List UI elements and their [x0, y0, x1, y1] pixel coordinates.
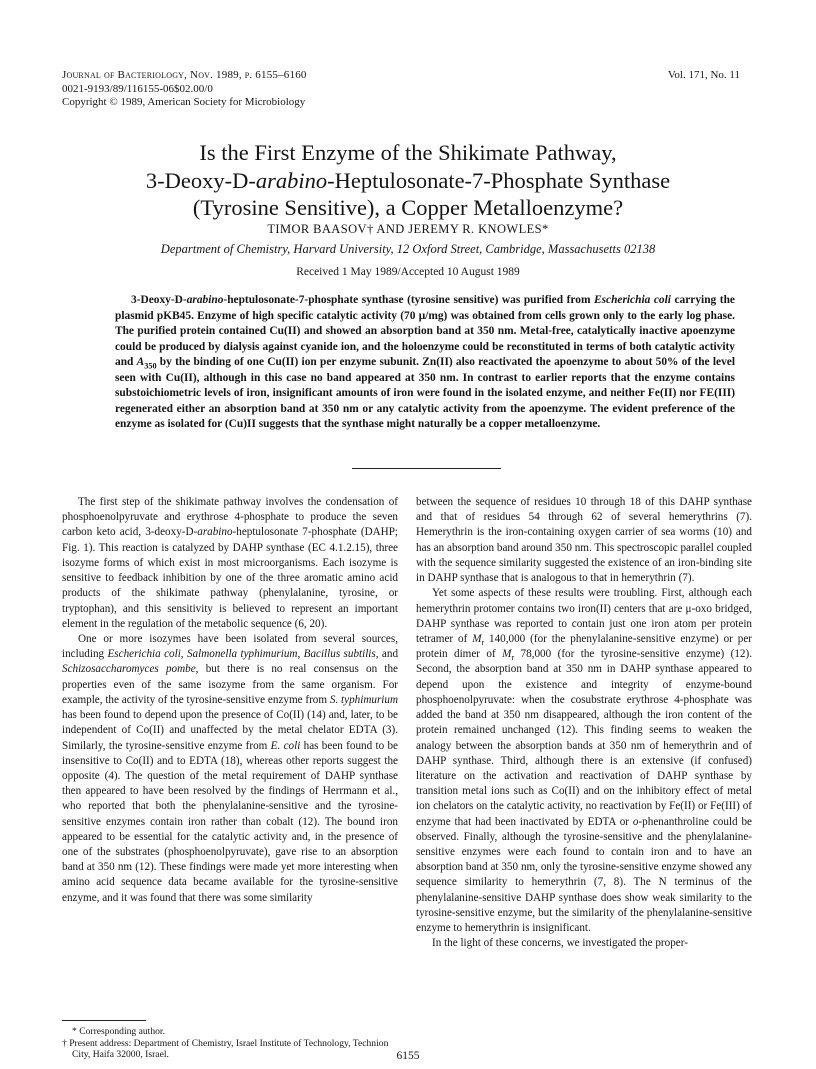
paragraph: between the sequence of residues 10 through 18 of this DAHP synthase and that of residues 54 through 62 of several hemerythrins (7). Hemerythrin is the iron-containing oxygen carrier of sea worms (10) and has an absorption band around 350 nm. This spectroscopic parallel coupled with the sequence similarity suggested the existence of an iron-binding site in DAHP synthase that is analogous to that in hemerythrin (7). [416, 496, 752, 585]
journal-header [62, 69, 307, 110]
body-column-right [416, 495, 752, 952]
article-title [60, 139, 756, 222]
author-list: TIMOR BAASOV† AND JEREMY R. KNOWLES* [267, 222, 549, 236]
received-date: Received 1 May 1989/Accepted 10 August 1989 [296, 266, 520, 278]
article-code: 0021-9193/89/116155-06$02.00/0 [62, 82, 213, 95]
body-column-left [62, 495, 398, 906]
section-divider [352, 468, 501, 469]
title-line-3: (Tyrosine Sensitive), a Copper Metalloenzyme? [192, 195, 624, 220]
affiliation: Department of Chemistry, Harvard University, 12 Oxford Street, Cambridge, Massachusetts 02138 [160, 242, 656, 256]
footnote-divider [62, 1020, 146, 1021]
footnote-present-address: † Present address: Department of Chemistry, Israel Institute of Technology, Technion City, Haifa 32000, Israel. [62, 1037, 389, 1060]
abstract: 3-Deoxy-D-arabino-heptulosonate-7-phosphate synthase (tyrosine sensitive) was purified from Escherichia coli carrying the plasmid pKB45. Enzyme of high specific catalytic activity (70 μ/mg) was obtained from cells grown only to the early log phase. The purified protein contained Cu(II) and showed an absorption band at 350 nm. Metal-free, catalytically inactive apoenzyme could be produced by dialysis against cyanide ion, and the holoenzyme could be reconstituted in terms of both catalytic activity and $A_{350}$ by the binding of one Cu(II) ion per enzyme subunit. Zn(II) also reactivated the apoenzyme to about 50% of the level seen with Cu(II), although in this case no band appeared at 350 nm. In contrast to earlier reports that the enzyme contains substoichiometric levels of iron, insignificant amounts of iron were found in the isolated enzyme, and neither Fe(II) nor FE(III) regenerated either an absorption band at 350 nm or any catalytic activity from the apoenzyme. The evident preference of the enzyme as isolated for (Cu)II suggests that the synthase might naturally be a copper metalloenzyme. [115, 294, 735, 430]
paragraph: In the light of these concerns, we investigated the proper- [432, 937, 688, 950]
volume-number: Vol. 171, No. 11 [667, 69, 740, 81]
paragraph: Yet some aspects of these results were troubling. First, although each hemerythrin protomer contains two iron(II) centers that are μ-oxo bridged, DAHP synthase was reported to contain just one iron atom per protein tetramer of $M_r$ 140,000 (for the phenylalanine-sensitive enzyme) or per protein dimer of $M_r$ 78,000 (for the tyrosine-sensitive enzyme) (12). Second, the absorption band at 350 nm in DAHP synthase appeared to depend upon the existence and integrity of enzyme-bound phosphoenolpyruvate: when the cosubstrate erythrose 4-phosphate was added the band at 350 nm disappeared, although the iron content of the protein remained unchanged (12). This finding seems to weaken the analogy between the absorption bands at 350 nm of hemerythrin and of DAHP synthase. Third, although there is an extensive (if confused) literature on the activation and reactivation of DAHP synthase by transition metal ions such as Co(II) and on the inhibitory effect of metal ion chelators on the catalytic activity, no reactivation by Fe(II) or Fe(III) of enzyme that had been inactivated by EDTA or o-phenanthroline could be observed. Finally, although the tyrosine-sensitive and the phenylalanine-sensitive enzymes were each found to contain iron and to have an absorption band at 350 nm, only the tyrosine-sensitive enzyme showed any sequence similarity to hemerythrin (7, 8). The N terminus of the phenylalanine-sensitive DAHP synthase does show weak similarity to the tyrosine-sensitive enzyme, but the similarity of the phenylalanine-sensitive enzyme to hemerythrin is insignificant. [416, 587, 752, 935]
title-line-2: 3-Deoxy-D-arabino-Heptulosonate-7-Phosphate Synthase [145, 167, 671, 193]
copyright-line: Copyright © 1989, American Society for Microbiology [62, 96, 306, 108]
title-line-1: Is the First Enzyme of the Shikimate Pathway, [199, 140, 617, 165]
page-number: 6155 [396, 1050, 420, 1062]
journal-citation: Journal of Bacteriology, Nov. 1989, p. 6155–6160 [62, 69, 307, 81]
footnote-corresponding: * Corresponding author. [72, 1026, 165, 1037]
paragraph: One or more isozymes have been isolated from several sources, including Escherichia coli, Salmonella typhimurium, Bacillus subtilis, and Schizosaccharomyces pombe, but there is no real consensus on the properties even of the same isozyme from the same organism. For example, the activity of the tyrosine-sensitive enzyme from S. typhimurium has been found to depend upon the presence of Co(II) (14) and, later, to be independent of Co(II) and unaffected by the metal chelator EDTA (3). Similarly, the tyrosine-sensitive enzyme from E. coli has been found to be insensitive to Co(II) and to EDTA (18), whereas other reports suggest the opposite (4). The question of the metal requirement of DAHP synthase then appeared to have been resolved by the findings of Herrmann et al., who reported that both the phenylalanine-sensitive and the tyrosine-sensitive enzymes contain iron rather than cobalt (12). The bound iron appeared to be essential for the catalytic activity and, in the presence of one of the substrates (phosphoenolpyruvate), gave rise to an absorption band at 350 nm (12). These findings were made yet more interesting when amino acid sequence data became available for the tyrosine-sensitive enzyme, and it was found that there was some similarity [62, 632, 399, 904]
paragraph: The first step of the shikimate pathway involves the condensation of phosphoenolpyruvate and erythrose 4-phosphate to produce the seven carbon keto acid, 3-deoxy-D-arabino-heptulosonate 7-phosphate (DAHP; Fig. 1). This reaction is catalyzed by DAHP synthase (EC 4.1.2.15), three isozyme forms of which exist in most microorganisms. Each isozyme is sensitive to feedback inhibition by one of the three aromatic amino acid products of the shikimate pathway (phenylalanine, tyrosine, or tryptophan), and this sensitivity is believed to represent an important element in the regulation of the metabolic sequence (6, 20). [62, 496, 399, 630]
